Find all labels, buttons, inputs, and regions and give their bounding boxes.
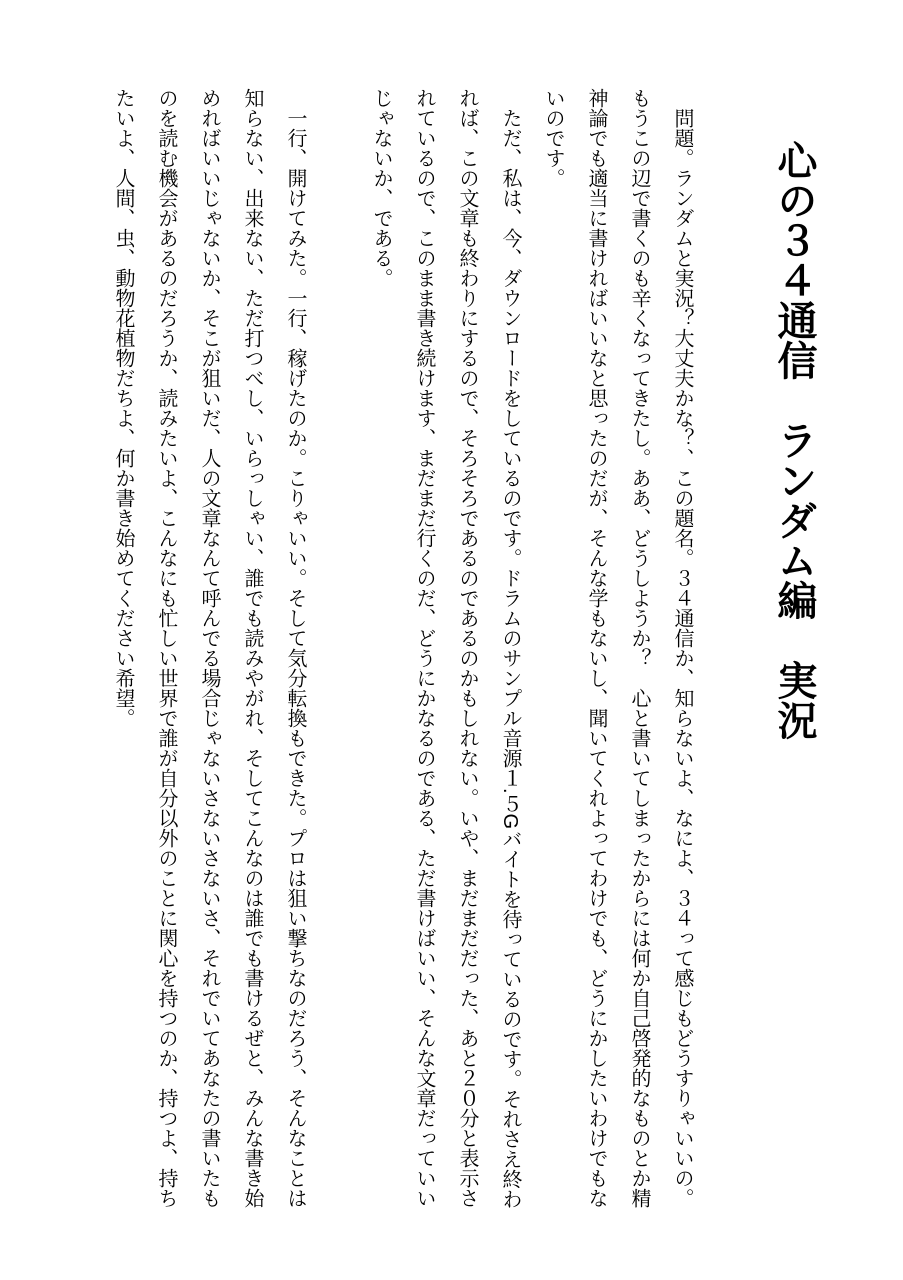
text-column: のを読む機会があるのだろうか、読みたいよ、こんなにも忙しい世界で誰が自分以外のことに関心を持つのか、持つよ、持ち	[155, 88, 177, 1208]
text-column: 神論でも適当に書ければいいなと思ったのだが、そんな学もないし、聞いてくれよってわけでも、どうにかしたいわけでもな	[585, 88, 607, 1208]
text-column: れているので、このまま書き続けます、まだまだ行くのだ、どうにかなるのである、ただ書けばいい、そんな文章だっていい	[413, 88, 435, 1208]
text-column: めればいいじゃないか、そこが狙いだ、人の文章なんて呼んでる場合じゃないさないさないさ、それでいてあなたの書いたも	[198, 88, 220, 1208]
text-column: いのです。	[542, 88, 564, 188]
text-column: もうこの辺で書くのも辛くなってきたし。ああ、どうしようか？ 心と書いてしまったからには何か自己啓発的なものとか精	[628, 88, 650, 1208]
text-column: 問題。ランダムと実況？大丈夫かな？、この題名。３４通信か、知らないよ、なによ、３４って感じもどうすりゃいいの。	[671, 88, 693, 1208]
text-column: 一行、開けてみた。一行、稼げたのか。こりゃいい。そして気分転換もできた。プロは狙い撃ちなのだろう、そんなことは	[284, 88, 306, 1208]
text-column: 知らない、出来ない、ただ打つべし、いらっしゃい、誰でも読みやがれ、そしてこんなのは誰でも書けるぜと、みんな書き始	[241, 88, 263, 1208]
document-title: 心の３４通信 ランダム編 実況	[772, 140, 816, 740]
text-column: ただ、私は、今、ダウンロードをしているのです。ドラムのサンプル音源１.５Gバイトを待っているのです。それさえ終わ	[499, 88, 521, 1210]
text-column: じゃないか、である。	[370, 88, 392, 288]
paragraph-gap	[316, 88, 359, 1238]
text-column: たいよ、人間、虫、動物花植物だちよ、何か書き始めてください希望。	[112, 88, 134, 728]
document-body	[101, 88, 703, 1238]
text-column: れば、この文章も終わりにするので、そろそろであるのであるのかもしれない。いや、まだまだだった、あと２０分と表示さ	[456, 88, 478, 1208]
